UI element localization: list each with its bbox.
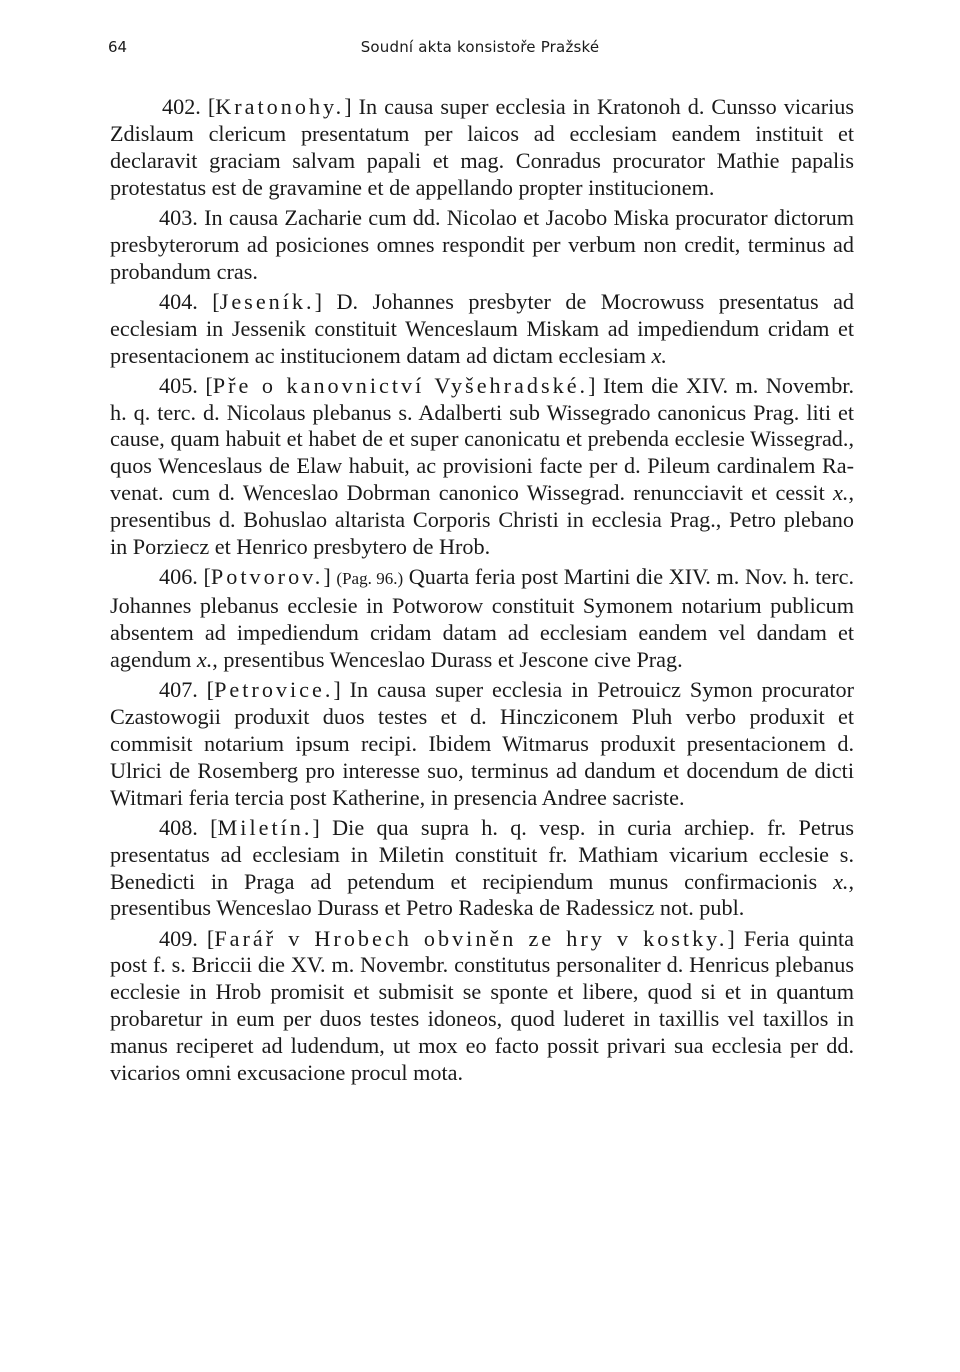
etc-mark: x. (833, 868, 849, 894)
etc-mark: x. (833, 480, 849, 506)
place-name: Farář v Hrobech obviněn ze hry v kostky. (214, 925, 728, 951)
entry-text-continued: , presentibus d. Bohuslao altarista Corporis Christi in ecclesia Prag., Petro plebano in Porziecz et Henrico presbytero de Hrob. (110, 480, 854, 560)
place-name: Jeseník. (219, 288, 315, 314)
entry-number: 408. (159, 814, 198, 840)
entry-408: 408. [Miletín.] Die qua supra h. q. vesp. in curia archiep. fr. Petrus presentatus ad ecclesiam in Miletin constituit fr. Mathiam vicarium ecclesie s. Benedicti in Praga ad petendum et recipiendum munus confirmacionis x., presentibus Wenceslao Durass et Petro Radeska de Radessicz not. publ. (110, 814, 855, 921)
entry-number: 402. (162, 94, 201, 119)
etc-mark: x. (196, 646, 213, 672)
page-reference: (Pag. 96.) (336, 569, 404, 589)
entry-number: 403. (159, 204, 198, 230)
entry-number: 407. (159, 676, 198, 702)
page-number: 64 (108, 38, 128, 56)
place-name: Kratonohy. (215, 94, 345, 119)
entry-405: 405. [Pře o kanovnictví Vyšehradské.] Item die XIV. m. Novembr. h. q. terc. d. Nicolaus plebanus s. Adalberti sub Wissegrado canonicus Prag. liti et cause, quam habuit et habet de et super canonicatu et prebenda ecclesie Wissegrad., quos Wenceslaus de Elaw habuit, ac provisioni facte per d. Pileum cardinalem Ravenat. cum d. Wenceslao Dobrman canonico Wissegrad. renuncciavit et cessit x., presentibus d. Bohuslao altarista Corporis Christi in ecclesia Prag., Petro plebano in Porziecz et Henrico presbytero de Hrob. (110, 372, 855, 560)
running-title: Soudní akta konsistoře Pražské (360, 38, 600, 56)
entry-text: Quarta feria post Martini die XIV. m. Nov. h. terc. Johannes plebanus ecclesie in Potworow constituit Symonem notarium publicum absentem ad impediendum cridam datam ad ecclesiam eandem vel dandam et agendum (110, 564, 855, 672)
entry-number: 406. (159, 564, 198, 590)
entry-text: Item die XIV. m. Novembr. h. q. terc. d. Nicolaus plebanus s. Adalberti sub Wissegrado canonicus Prag. liti et cause, quam habuit et habet de et super canonicatu et prebenda ecclesie Wissegrad., quos Wenceslaus de Elaw habuit, ac provisioni facte per d. Pileum cardinalem Ravenat. cum d. Wenceslao Dobrman canonico Wissegrad. renuncciavit et cessit (110, 372, 855, 506)
entry-406: 406. [Potvorov.] (Pag. 96.) Quarta feria post Martini die XIV. m. Nov. h. terc. Johannes plebanus ecclesie in Potworow constituit Symonem notarium publicum absentem ad impediendum cridam datam ad ecclesiam eandem vel dandam et agendum x., presentibus Wenceslao Durass et Jescone cive Prag. (110, 564, 855, 672)
entry-text: D. Johannes presbyter de Mocrowuss presentatus ad ecclesiam in Jessenik constituit Wenceslaum Miskam ad impediendum cridam et presentacionem ac institucionem datam ad dictam ecclesiam (110, 288, 855, 368)
place-name: Miletín. (217, 814, 313, 840)
entry-text: In causa super ecclesia in Petrouicz Symon procurator Czastowogii produxit duos testes et d. Hincziconem Pluh verbo produxit et commisit notarium ipsum recipi. Ibidem Witmarus produxit presentacionem d. Ulrici de Rosemberg pro interesse suo, terminus ad dandum et docendum de dicti Witmari feria tercia post Katherine, in presencia Andree sacriste. (110, 676, 855, 810)
entry-text-continued: , presentibus Wenceslao Durass et Jescone cive Prag. (212, 646, 683, 672)
entry-number: 404. (159, 288, 198, 314)
entry-403 (110, 205, 854, 286)
etc-mark: x. (651, 342, 667, 368)
page-header (108, 38, 852, 62)
place-name: Potvorov. (210, 564, 324, 590)
place-name: Pře o kanovnictví Vyšehradské. (212, 372, 589, 398)
entry-number: 405. (159, 372, 198, 398)
entry-text: In causa super ecclesia in Kratonoh d. Cunsso vicarius Zdislaum clericum presentatum per laicos ad ecclesiam eandem instituit et declaravit graciam salvam papali et mag. Conradus procurator Mathie papalis protestatus est de gravamine et de appellando propter institucionem. (110, 94, 855, 200)
entry-number: 409. (159, 925, 198, 951)
entry-text: Feria quinta post f. s. Briccii die XV. m. Novembr. constitutus personaliter d. Henricus plebanus ecclesie in Hrob promisit et submisit se sponte et libere, quod si et in quantum probaretur in eum per duos testes idoneos, quod luderet in taxillis vel taxillos in manus reciperet ad ludendum, ut mox eo facto possit privari sua ecclesia per dd. vicarios omni excusacione procul mota. (110, 925, 855, 1086)
entry-407: 407. [Petrovice.] In causa super ecclesia in Petrouicz Symon procurator Czastowogii produxit duos testes et d. Hincziconem Pluh verbo produxit et commisit notarium ipsum recipi. Ibidem Witmarus produxit presentacionem d. Ulrici de Rosemberg pro interesse suo, terminus ad dandum et docendum de dicti Witmari feria tercia post Katherine, in presencia Andree sacriste. (110, 676, 855, 810)
entry-text: In causa Zacharie cum dd. Nicolao et Jacobo Miska procurator dictorum presbyterorum ad posiciones omnes respondit per verbum non credit, terminus ad probandum cras. (110, 204, 854, 284)
entry-402: 402. [Kratonohy.] In causa super ecclesia in Kratonoh d. Cunsso vicarius Zdislaum clericum presentatum per laicos ad ecclesiam eandem instituit et declaravit graciam salvam papali et mag. Conradus procurator Mathie papalis protestatus est de gravamine et de appellando propter institucionem. (110, 94, 855, 200)
entry-text-continued: , presentibus Wenceslao Durass et Petro Radeska de Radessicz not. publ. (110, 868, 855, 921)
entry-404: 404. [Jeseník.] D. Johannes presbyter de Mocrowuss presentatus ad ecclesiam in Jessenik constituit Wenceslaum Miskam ad impediendum cridam et presentacionem ac institucionem datam ad dictam ecclesiam x. (110, 288, 855, 368)
entry-409: 409. [Farář v Hrobech obviněn ze hry v kostky.] Feria quinta post f. s. Briccii die XV. m. Novembr. constitutus personaliter d. Henricus plebanus ecclesie in Hrob promisit et submisit se sponte et libere, quod si et in quantum probaretur in eum per duos testes idoneos, quod luderet in taxillis vel taxillos in manus reciperet ad ludendum, ut mox eo facto possit privari sua ecclesia per dd. vicarios omni excusacione procul mota. (110, 925, 855, 1086)
entry-text: Die qua supra h. q. vesp. in curia archiep. fr. Petrus presentatus ad ecclesiam in Miletin constituit fr. Mathiam vicarium ecclesie s. Benedicti in Praga ad petendum et recipiendum munus confirmacionis (110, 814, 854, 894)
place-name: Petrovice. (214, 676, 334, 702)
document-body (110, 94, 854, 1090)
